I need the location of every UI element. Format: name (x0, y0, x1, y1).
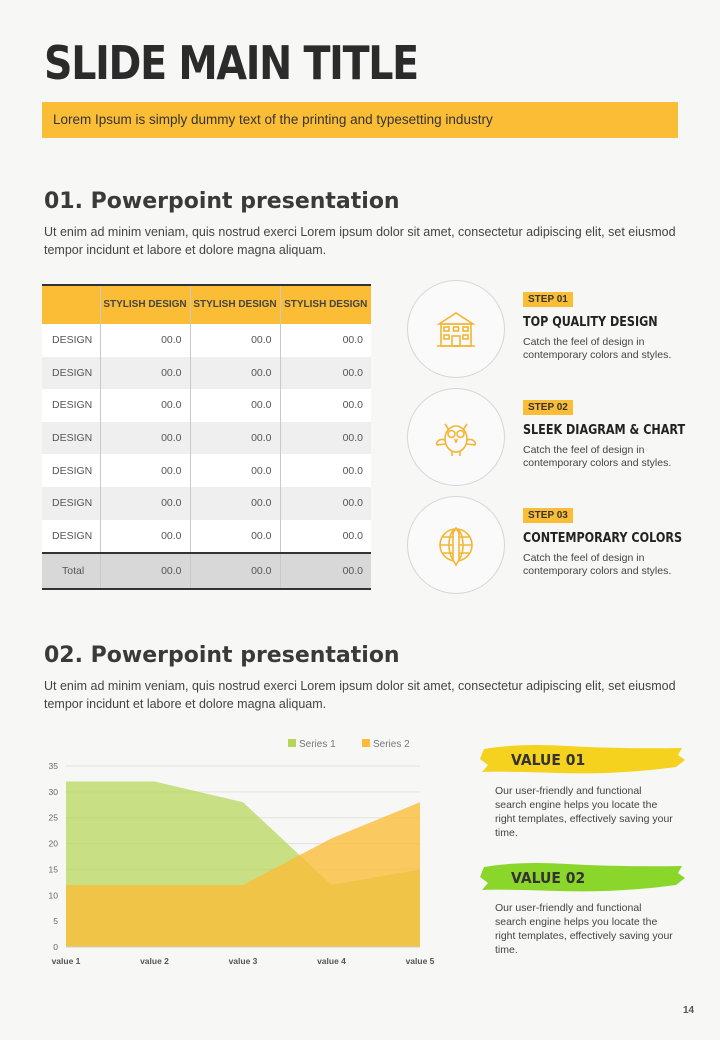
page-number: 14 (683, 1005, 695, 1016)
step-1-desc: Catch the feel of design in contemporary colors and styles. (523, 336, 672, 361)
row-label-cell: DESIGN (42, 487, 100, 520)
value-cell: 00.0 (280, 389, 371, 422)
table-header-cell: STYLISH DESIGN (100, 285, 190, 324)
area-chart (30, 730, 450, 975)
table-row (42, 520, 371, 554)
value-cell: 00.0 (100, 389, 190, 422)
table-header-cell: STYLISH DESIGN (190, 285, 280, 324)
section-2-title: 02. Powerpoint presentation (44, 643, 400, 668)
step-2-desc: Catch the feel of design in contemporary colors and styles. (523, 444, 672, 469)
y-tick-label: 20 (48, 838, 58, 849)
value-cell: 00.0 (100, 487, 190, 520)
table-row (42, 357, 371, 390)
table-row (42, 454, 371, 487)
legend-swatch-series-1 (288, 739, 296, 747)
table-header-row (42, 285, 371, 324)
row-label-cell: DESIGN (42, 324, 100, 357)
y-tick-label: 10 (48, 890, 58, 901)
x-tick-label: value 4 (317, 956, 346, 966)
subtitle-text: Lorem Ipsum is simply dummy text of the printing and typesetting industry (53, 112, 493, 127)
value-cell: 00.0 (100, 454, 190, 487)
step-2-icon-circle (407, 388, 505, 486)
x-tick-label: value 5 (405, 956, 435, 966)
building-icon (431, 304, 481, 354)
y-tick-label: 25 (48, 812, 58, 823)
step-2-title: SLEEK DIAGRAM & CHART (523, 423, 686, 438)
value-cell: 00.0 (190, 520, 280, 554)
value-cell: 00.0 (190, 422, 280, 455)
total-value-cell: 00.0 (190, 553, 280, 589)
value-cell: 00.0 (280, 357, 371, 390)
subtitle-bar (42, 102, 678, 138)
value-cell: 00.0 (280, 324, 371, 357)
legend-label-series-2: Series 2 (373, 739, 410, 750)
step-1-icon-circle (407, 280, 505, 378)
total-value-cell: 00.0 (100, 553, 190, 589)
step-2-badge: STEP 02 (523, 400, 573, 415)
legend-swatch-series-2 (362, 739, 370, 747)
table-header-cell (42, 285, 100, 324)
y-tick-label: 15 (48, 864, 58, 875)
row-label-cell: DESIGN (42, 422, 100, 455)
x-tick-label: value 1 (51, 956, 81, 966)
section-1-body: Ut enim ad minim veniam, quis nostrud exerci Lorem ipsum dolor sit amet, consectetur adipiscing elit, set eiusmod tempor incidunt et labore et dolore magna aliquam. (44, 225, 676, 257)
value-cell: 00.0 (100, 324, 190, 357)
design-table (42, 284, 371, 587)
y-tick-label: 5 (53, 916, 58, 927)
value-cell: 00.0 (190, 389, 280, 422)
value-2-label: VALUE 02 (511, 869, 586, 887)
table-total-row (42, 553, 371, 589)
legend-label-series-1: Series 1 (299, 739, 336, 750)
step-3-desc: Catch the feel of design in contemporary colors and styles. (523, 552, 672, 577)
step-1-title: TOP QUALITY DESIGN (523, 315, 658, 330)
section-1-title: 01. Powerpoint presentation (44, 189, 400, 214)
value-2-desc: Our user-friendly and functional search engine helps you locate the right templates, effectively saving your time. (495, 902, 673, 956)
table-row (42, 389, 371, 422)
step-1-badge: STEP 01 (523, 292, 573, 307)
value-1-label: VALUE 01 (511, 751, 586, 769)
value-cell: 00.0 (100, 422, 190, 455)
y-tick-label: 35 (48, 761, 58, 771)
section-2-body: Ut enim ad minim veniam, quis nostrud exerci Lorem ipsum dolor sit amet, consectetur adipiscing elit, set eiusmod tempor incidunt et labore et dolore magna aliquam. (44, 679, 676, 711)
value-cell: 00.0 (280, 487, 371, 520)
value-cell: 00.0 (280, 454, 371, 487)
value-cell: 00.0 (100, 520, 190, 554)
value-cell: 00.0 (190, 357, 280, 390)
table-header-cell: STYLISH DESIGN (280, 285, 371, 324)
x-tick-label: value 3 (228, 956, 258, 966)
y-tick-label: 0 (53, 942, 58, 952)
total-value-cell: 00.0 (280, 553, 371, 589)
value-cell: 00.0 (280, 520, 371, 554)
x-tick-label: value 2 (140, 956, 169, 966)
value-cell: 00.0 (100, 357, 190, 390)
step-3-title: CONTEMPORARY COLORS (523, 531, 683, 546)
row-label-cell: DESIGN (42, 389, 100, 422)
globe-pencil-icon (431, 520, 481, 570)
step-3-badge: STEP 03 (523, 508, 573, 523)
table-row (42, 422, 371, 455)
total-label-cell: Total (42, 553, 100, 589)
value-cell: 00.0 (190, 324, 280, 357)
row-label-cell: DESIGN (42, 454, 100, 487)
row-label-cell: DESIGN (42, 520, 100, 554)
table-row (42, 324, 371, 357)
value-1-desc: Our user-friendly and functional search engine helps you locate the right templates, effectively saving your time. (495, 785, 673, 839)
owl-icon (431, 412, 481, 462)
value-cell: 00.0 (190, 487, 280, 520)
step-3-icon-circle (407, 496, 505, 594)
value-cell: 00.0 (190, 454, 280, 487)
row-label-cell: DESIGN (42, 357, 100, 390)
value-cell: 00.0 (280, 422, 371, 455)
table-row (42, 487, 371, 520)
slide-main-title: SLIDE MAIN TITLE (44, 36, 418, 90)
y-tick-label: 30 (48, 786, 58, 797)
